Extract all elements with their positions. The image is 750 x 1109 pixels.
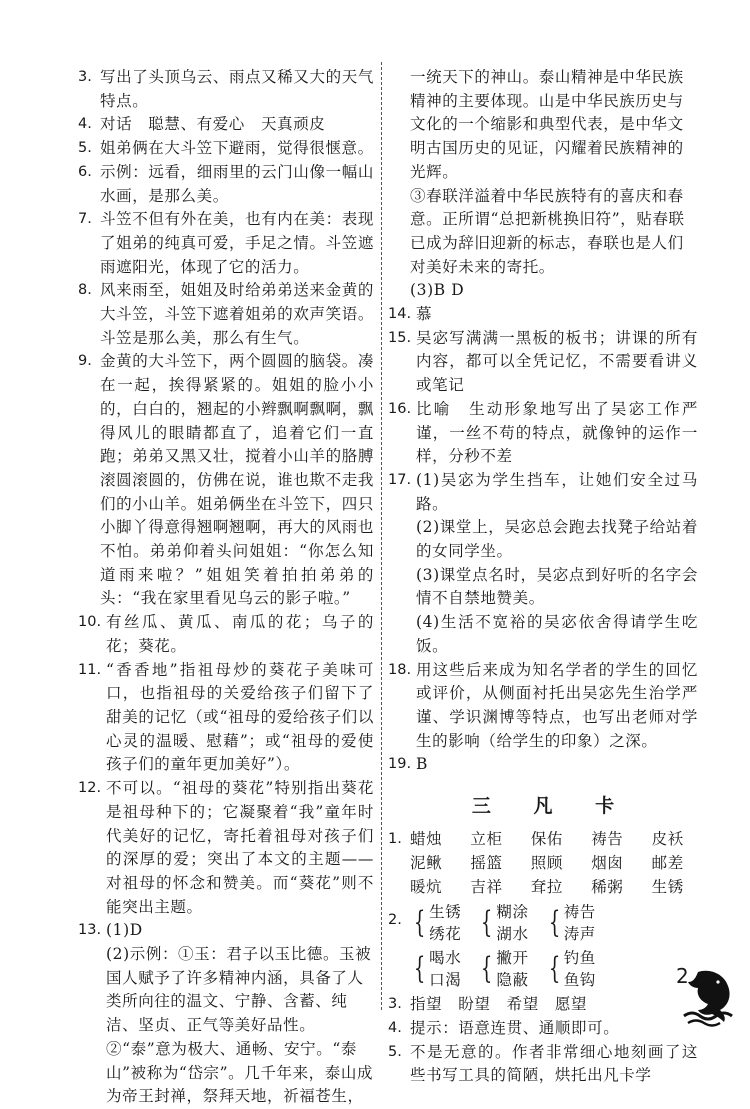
answer-line: 风来雨至，姐姐及时给弟弟送来金黄的大斗笠，斗笠下遮着姐弟的欢声笑语。斗笠是那么美，那么有生气。: [100, 281, 374, 347]
dolphin-logo-icon: [680, 966, 736, 1028]
answer-line: “香香地”指祖母炒的葵花子美味可口，也指祖母的关爱给孩子们留下了甜美的记忆（或“祖母的爱给孩子们以心灵的温暖、慰藉”；或“祖母的爱使孩子们的童年更加美好”）。: [106, 660, 374, 774]
answer-text: [106, 777, 374, 919]
answer-text: [416, 469, 698, 659]
answer-text: [100, 161, 374, 208]
brace-icon: {: [413, 951, 426, 987]
answer-number: 11.: [78, 661, 102, 678]
fanka-q3-number: 3.: [388, 996, 402, 1013]
word-pair: [429, 901, 461, 945]
vocab-word: 摇篮: [470, 853, 503, 872]
vocab-word: 皮袄: [651, 830, 684, 849]
answer-number: 10.: [78, 614, 102, 631]
word-pair: [564, 901, 596, 945]
answer-13-part-2b: ②“泰”意为极大、通畅、安宁。“泰山”被称为“岱宗”。几千年来，泰山成为帝王封禅，祭拜天地，祈福苍生，: [106, 1039, 374, 1106]
answer-text: [416, 753, 698, 777]
answer-number: 17.: [388, 471, 412, 488]
word-pair-group: [545, 901, 596, 945]
answer-line: 对话 聪慧、有爱心 天真顽皮: [100, 115, 326, 134]
fanka-q1-words: [410, 828, 698, 899]
answer-number: 5.: [78, 140, 92, 157]
left-answer-item: [78, 659, 374, 778]
word-pair-group: [545, 947, 596, 991]
pair-word: 祷告: [563, 903, 596, 922]
left-answer-item: [78, 611, 374, 658]
answer-text: [416, 327, 698, 398]
answer-line: 用这些后来成为知名学者的学生的回忆或评价，从侧面衬托出吴宓先生治学严谨、学识渊博等特点，也写出老师对学生的影响（给学生的印象）之深。: [416, 660, 698, 750]
answer-line: (1)吴宓为学生挡车，让她们安全过马路。: [416, 470, 698, 513]
left-answer-item: [78, 279, 374, 350]
section-title: 三 凡 卡: [471, 795, 633, 818]
answer-text: [106, 659, 374, 778]
answer-line: B: [416, 755, 428, 774]
fanka-q4-number: 4.: [388, 1019, 402, 1036]
answer-13-continuation-right: [388, 66, 698, 303]
pair-word: 喝水: [429, 949, 462, 968]
answer-line: 姐弟俩在大斗笠下避雨，觉得很惬意。: [100, 139, 374, 158]
answer-number: 12.: [78, 780, 102, 797]
brace-icon: {: [413, 905, 426, 941]
answer-number: 6.: [78, 163, 92, 180]
right-answer-item: [388, 303, 698, 327]
answer-number: 16.: [388, 400, 412, 417]
fanka-q5: [388, 1041, 698, 1088]
right-answer-item: [388, 469, 698, 659]
word-pair-row: [410, 901, 596, 945]
fanka-q2: [388, 899, 698, 993]
left-answer-item: [78, 161, 374, 208]
fanka-q1: [388, 828, 698, 899]
answer-line: (3)课堂点名时，吴宓点到好听的名字会情不自禁地赞美。: [416, 565, 698, 608]
word-pair-group: [477, 947, 528, 991]
answer-number: 3.: [78, 69, 92, 85]
right-answer-item: [388, 659, 698, 754]
vocab-word: 保佑: [530, 830, 563, 849]
answer-text: [100, 279, 374, 350]
answer-line: 比喻 生动形象地写出了吴宓工作严谨，一丝不苟的特点，就像钟的运作一样，分秒不差: [416, 399, 698, 466]
answer-line: (1)D: [106, 921, 143, 940]
pair-word: 生锈: [429, 903, 462, 922]
right-answer-item: [388, 327, 698, 398]
answer-text: [416, 398, 698, 469]
fanka-q3-text: 指望 盼望 希望 愿望: [410, 995, 588, 1014]
pair-word: 湖水: [496, 925, 529, 944]
answer-13-part-3: (3)B D: [410, 281, 465, 300]
vocab-word: 泥鳅: [410, 853, 443, 872]
answer-text: [100, 66, 374, 113]
answer-line: 慕: [416, 305, 433, 324]
word-pair-group: [477, 901, 528, 945]
answer-13-cont-a: 一统天下的神山。泰山精神是中华民族精神的主要体现。山是中华民族历史与文化的一个缩影和典型代表，是中华文明古国历史的见证，闪耀着民族精神的光辉。: [410, 68, 684, 181]
pair-word: 口渴: [429, 971, 462, 990]
page-number: 2: [676, 964, 689, 988]
answer-number: 8.: [78, 282, 92, 299]
pair-word: 撇开: [496, 949, 529, 968]
answer-text: [106, 919, 374, 943]
left-answer-item: [78, 777, 374, 919]
answer-line: 吴宓写满满一黑板的板书；讲课的所有内容，都可以全凭记忆，不需要看讲义或笔记: [416, 328, 698, 395]
answer-text: [416, 659, 698, 754]
left-answer-item: [78, 208, 374, 279]
word-pair: [496, 947, 528, 991]
fanka-q3: [388, 993, 698, 1017]
vocab-word: 耷拉: [530, 877, 563, 896]
answer-number: 18.: [388, 661, 412, 678]
left-answer-item: [78, 113, 374, 137]
answer-13-continuation: [78, 943, 374, 1109]
answer-line: 写出了头顶乌云、雨点又稀又大的天气特点。: [100, 68, 374, 110]
pair-word: 钓鱼: [563, 949, 596, 968]
fanka-q4: [388, 1017, 698, 1041]
answer-line: 示例：远看，细雨里的云门山像一幅山水画，是那么美。: [100, 162, 374, 205]
answer-13-cont-b: ③春联洋溢着中华民族特有的喜庆和春意。正所谓“总把新桃换旧符”，贴春联已成为辞旧迎新的标志，春联也是人们对美好未来的寄托。: [410, 186, 685, 276]
left-answer-item: [78, 137, 374, 161]
fanka-q2-groups: [410, 899, 596, 993]
answer-line: 有丝瓜、黄瓜、南瓜的花；乌子的花；葵花。: [106, 613, 374, 655]
brace-icon: {: [481, 905, 493, 941]
answer-number: 14.: [388, 306, 412, 323]
left-column: [78, 66, 374, 1109]
fanka-q1-number: 1.: [388, 831, 402, 848]
answer-number: 9.: [78, 353, 92, 370]
fanka-q5-number: 5.: [388, 1043, 402, 1060]
left-answer-list: [78, 66, 374, 943]
answer-number: 7.: [78, 211, 92, 228]
vocab-word: 暖炕: [410, 877, 443, 896]
word-pair-group: [410, 947, 461, 991]
answer-line: 斗笠不但有外在美，也有内在美：表现了姐弟的纯真可爱，手足之情。斗笠遮雨遮阳光，体现了它的活力。: [100, 210, 374, 276]
left-answer-item: [78, 66, 374, 113]
pair-word: 鱼钩: [563, 971, 596, 990]
answer-13-part-2: (2)示例：①玉：君子以玉比德。玉被国人赋予了许多精神内涵，具备了人类所向往的温文、宁静、含蓄、纯洁、坚贞、正气等美好品性。: [106, 945, 372, 1035]
answer-number: 13.: [78, 922, 102, 939]
left-answer-item: [78, 919, 374, 943]
answer-line: 金黄的大斗笠下，两个圆圆的脑袋。凑在一起，挨得紧紧的。姐姐的脸小小的，白白的，翘起的小辫飘啊飘啊，飘得风儿的眼睛都直了，追着它们一直跑；弟弟又黑又壮，搅着小山羊的胳膊滚圆滚圆的，仿佛在说，谁也欺不走我们的小山羊。姐弟俩坐在斗笠下，四只小脚丫得意得翘啊翘啊，再大的风雨也不怕。弟弟仰着头问姐姐：“你怎么知道雨来啦？”姐姐笑着拍拍弟弟的头：“我在家里看见乌云的影子啦。”: [100, 352, 374, 608]
fanka-q2-number: 2.: [388, 912, 402, 929]
answer-line: 不可以。“祖母的葵花”特别指出葵花是祖母种下的；它凝聚着“我”童年时代美好的记忆，寄托着祖母对孩子们的深厚的爱；突出了本文的主题——对祖母的怀念和赞美。而“葵花”则不能突出主题。: [106, 779, 374, 916]
vocab-word: 生锈: [651, 877, 684, 896]
right-answer-item: [388, 753, 698, 777]
vocab-word: 立柜: [470, 830, 503, 849]
fanka-q4-text: 提示：语意连贯、通顺即可。: [410, 1018, 620, 1037]
answer-number: 15.: [388, 329, 412, 346]
word-pair: [496, 901, 528, 945]
answer-text: [100, 350, 374, 611]
vocab-word: 邮差: [651, 853, 684, 872]
word-pair-group: [410, 901, 461, 945]
word-pair-row: [410, 947, 596, 991]
word-pair: [429, 947, 461, 991]
answer-text: [100, 137, 374, 161]
brace-icon: {: [548, 905, 560, 941]
answer-number: 19.: [388, 756, 412, 773]
answer-line: (4)生活不宽裕的吴宓依舍得请学生吃饭。: [416, 613, 698, 655]
vocab-word: 稀粥: [591, 877, 624, 896]
pair-word: 涛声: [563, 925, 596, 944]
column-divider: [381, 62, 382, 1010]
left-answer-item: [78, 350, 374, 611]
vocab-word: 照顾: [530, 853, 563, 872]
pair-word: 隐蔽: [496, 971, 529, 990]
vocab-word: 烟囱: [591, 853, 624, 872]
right-column: [388, 66, 698, 1088]
right-answer-list: [388, 303, 698, 777]
answer-text: [416, 303, 698, 327]
vocab-word: 蜡烛: [410, 830, 443, 849]
vocab-word: 吉祥: [470, 877, 503, 896]
right-answer-item: [388, 398, 698, 469]
pair-word: 糊涂: [496, 903, 529, 922]
vocab-word: 祷告: [591, 830, 624, 849]
answer-text: [106, 611, 374, 658]
word-pair: [564, 947, 596, 991]
answer-number: 4.: [78, 116, 92, 133]
answer-text: [100, 208, 374, 279]
pair-word: 绣花: [429, 925, 462, 944]
answer-line: (2)课堂上，吴宓总会跑去找凳子给站着的女同学坐。: [416, 518, 698, 561]
brace-icon: {: [481, 951, 493, 987]
brace-icon: {: [548, 951, 560, 987]
answer-text: [100, 113, 374, 137]
fanka-q5-text: 不是无意的。作者非常细心地刻画了这些书写工具的简陋，烘托出凡卡学: [410, 1042, 698, 1085]
